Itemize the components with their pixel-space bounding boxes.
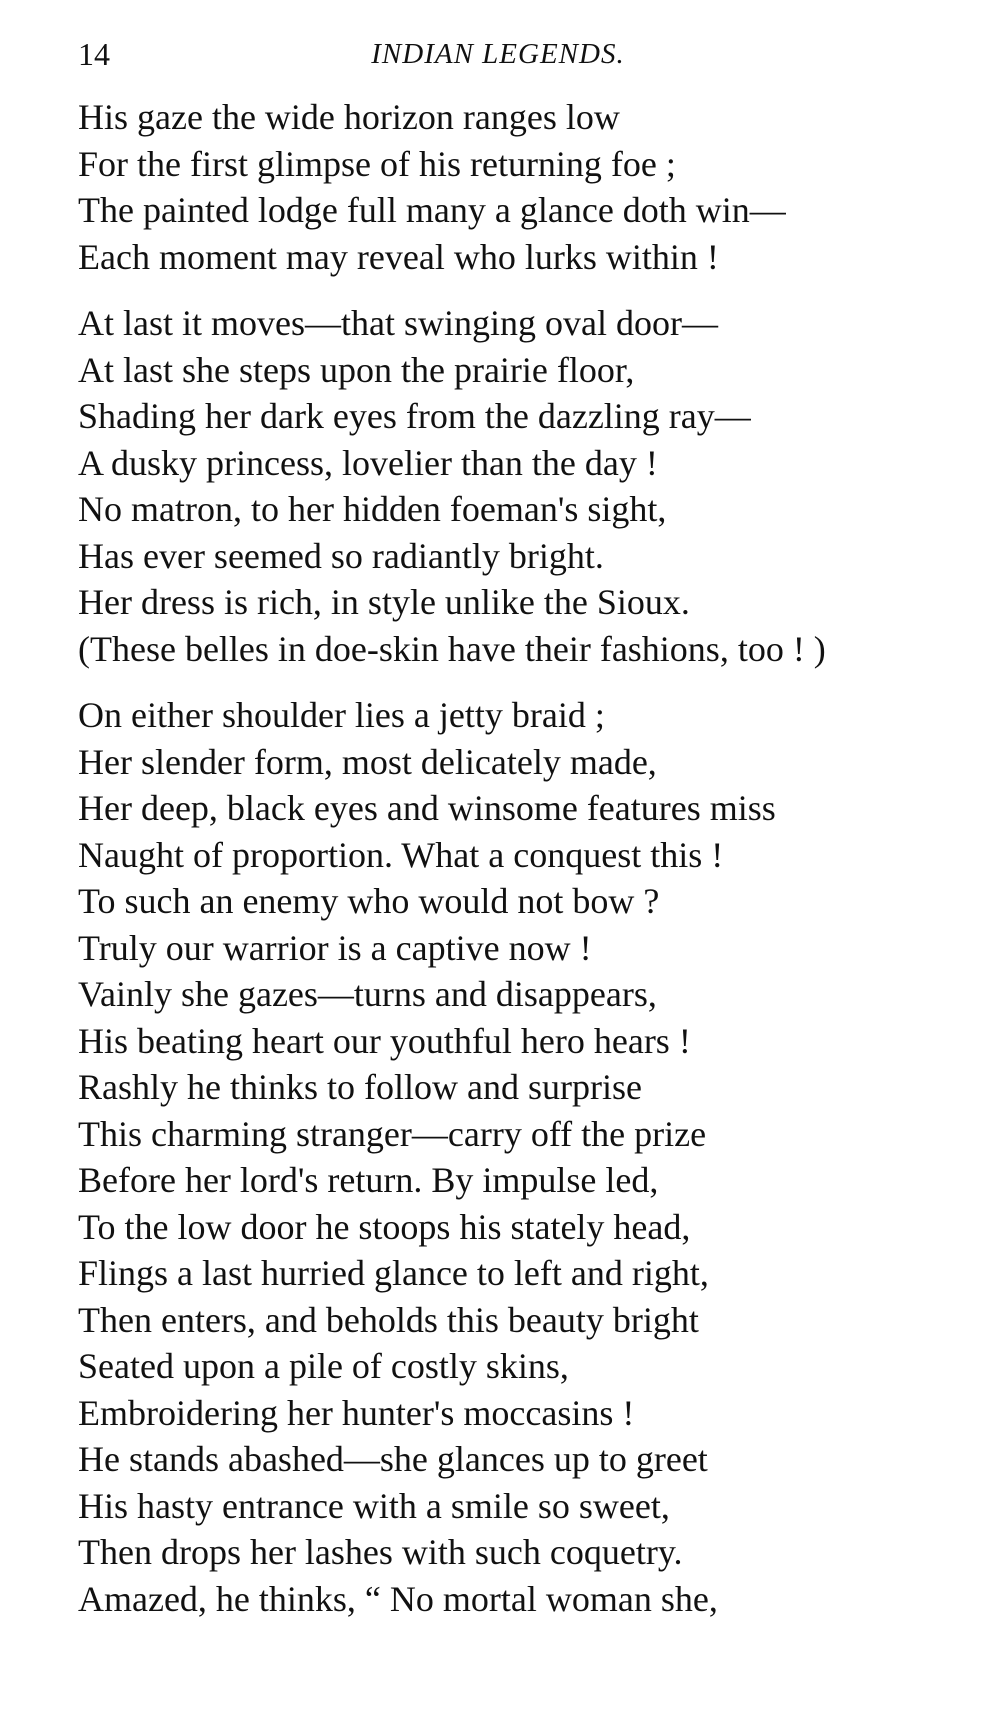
poem-line: This charming stranger—carry off the prize [78, 1113, 707, 1154]
poem-line: Seated upon a pile of costly skins, [78, 1346, 569, 1386]
poem-line: Amazed, he thinks, “ No mortal woman she, [78, 1578, 718, 1619]
poem-line: No matron, to her hidden foeman's sight, [78, 489, 667, 529]
poem-line: His gaze the wide horizon ranges low [78, 97, 620, 137]
page-number: 14 [78, 36, 110, 72]
poem-line: (These belles in doe-skin have their fashions, too ! ) [78, 628, 826, 669]
poem-line: Truly our warrior is a captive now ! [78, 927, 592, 968]
running-title: INDIAN LEGENDS. [371, 38, 625, 70]
poem-line: Her dress is rich, in style unlike the Sioux. [78, 582, 690, 622]
poem-line: Vainly she gazes—turns and disappears, [78, 974, 657, 1014]
poem-line: The painted lodge full many a glance doth win— [78, 190, 786, 230]
poem-line: A dusky princess, lovelier than the day ! [78, 442, 658, 483]
stanza [78, 94, 958, 280]
page-header [78, 34, 918, 74]
poem-line: Naught of proportion. What a conquest this ! [78, 834, 724, 875]
poem-line: On either shoulder lies a jetty braid ; [78, 695, 605, 735]
poem-line: Rashly he thinks to follow and surprise [78, 1067, 642, 1107]
poem-line: To the low door he stoops his stately head, [78, 1206, 691, 1247]
stanza [78, 300, 958, 672]
poem-line: Shading her dark eyes from the dazzling ray— [78, 396, 751, 436]
poem-text [78, 94, 958, 1642]
poem-line: Her slender form, most delicately made, [78, 741, 657, 782]
poem-line: His beating heart our youthful hero hears ! [78, 1020, 691, 1061]
poem-line: Flings a last hurried glance to left and right, [78, 1253, 709, 1293]
poem-line: He stands abashed—she glances up to greet [78, 1439, 708, 1479]
poem-line: To such an enemy who would not bow ? [78, 881, 660, 921]
poem-line: Each moment may reveal who lurks within ! [78, 236, 719, 277]
poem-line: For the first glimpse of his returning foe ; [78, 143, 676, 184]
poem-line: Before her lord's return. By impulse led, [78, 1160, 659, 1200]
poem-line: Then enters, and beholds this beauty bright [78, 1299, 699, 1340]
poem-line: Then drops her lashes with such coquetry. [78, 1532, 683, 1572]
poem-line: At last she steps upon the prairie floor, [78, 349, 635, 390]
poem-line: Her deep, black eyes and winsome features miss [78, 788, 776, 828]
poem-line: His hasty entrance with a smile so sweet, [78, 1485, 670, 1526]
stanza [78, 692, 958, 1622]
poem-line: Embroidering her hunter's moccasins ! [78, 1392, 635, 1433]
poem-line: At last it moves—that swinging oval door— [78, 303, 718, 343]
poem-line: Has ever seemed so radiantly bright. [78, 535, 604, 576]
